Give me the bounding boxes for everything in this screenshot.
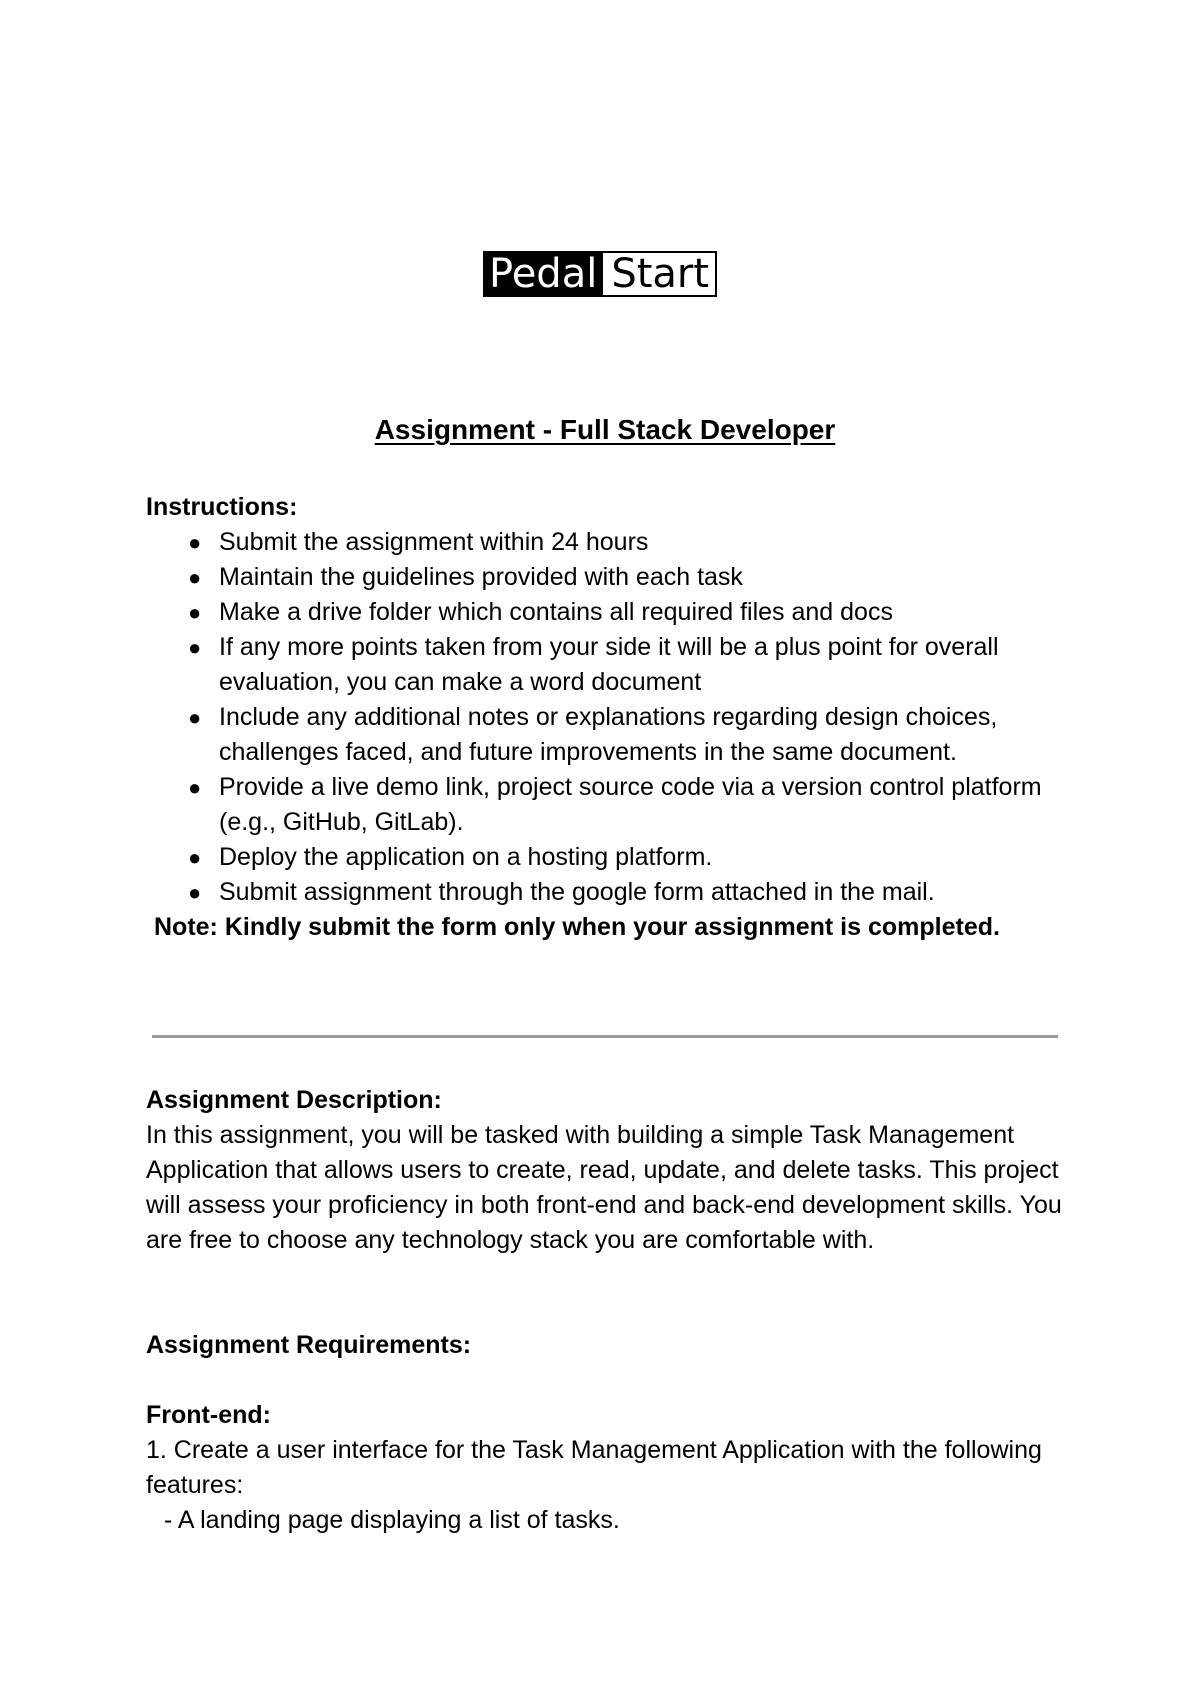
bullet-icon: ● xyxy=(188,530,202,555)
instruction-item: ● Include any additional notes or explanations regarding design choices, challenges faced, and future improvements in the same document. xyxy=(146,700,1076,770)
description-heading: Assignment Description: xyxy=(146,1086,442,1114)
instruction-item: ● Deploy the application on a hosting platform. xyxy=(146,840,1076,875)
requirements-heading: Assignment Requirements: xyxy=(146,1331,472,1359)
description-text: In this assignment, you will be tasked with building a simple Task Management Application that allows users to create, read, update, and delete tasks. This project will assess your proficiency in both front-end and back-end development skills. You are free to choose any technology stack you are comfortable with. xyxy=(146,1121,1062,1254)
instruction-item: ● Maintain the guidelines provided with each task xyxy=(146,560,1076,595)
horizontal-divider xyxy=(152,1035,1058,1038)
bullet-icon: ● xyxy=(188,880,202,905)
page-title: Assignment - Full Stack Developer xyxy=(374,414,836,445)
bullet-icon: ● xyxy=(188,775,202,800)
instruction-item: ● Submit assignment through the google form attached in the mail. xyxy=(146,875,1076,910)
instructions-list xyxy=(146,525,1076,910)
requirements-section xyxy=(146,1328,1076,1363)
bullet-icon: ● xyxy=(188,845,202,870)
pedalstart-logo xyxy=(483,251,717,297)
instruction-item: ● Make a drive folder which contains all required files and docs xyxy=(146,595,1076,630)
instructions-section xyxy=(146,490,1076,945)
instruction-item: ● Submit the assignment within 24 hours xyxy=(146,525,1076,560)
frontend-section xyxy=(146,1398,1076,1538)
bullet-icon: ● xyxy=(188,600,202,625)
bullet-icon: ● xyxy=(188,565,202,590)
frontend-heading: Front-end: xyxy=(146,1401,271,1429)
bullet-icon: ● xyxy=(188,635,202,660)
logo-left-text: Pedal xyxy=(485,253,603,295)
submission-note: Note: Kindly submit the form only when your assignment is completed. xyxy=(154,913,1000,941)
logo-right-text: Start xyxy=(603,253,715,295)
instruction-item: ● Provide a live demo link, project source code via a version control platform (e.g., GitHub, GitLab). xyxy=(146,770,1076,840)
instructions-heading: Instructions: xyxy=(146,493,298,521)
frontend-subitem-1: - A landing page displaying a list of tasks. xyxy=(164,1506,620,1534)
description-section xyxy=(146,1083,1076,1258)
instruction-item: ● If any more points taken from your side it will be a plus point for overall evaluation, you can make a word document xyxy=(146,630,1076,700)
frontend-item-1: 1. Create a user interface for the Task Management Application with the following features: xyxy=(146,1436,1042,1499)
bullet-icon: ● xyxy=(188,705,202,730)
